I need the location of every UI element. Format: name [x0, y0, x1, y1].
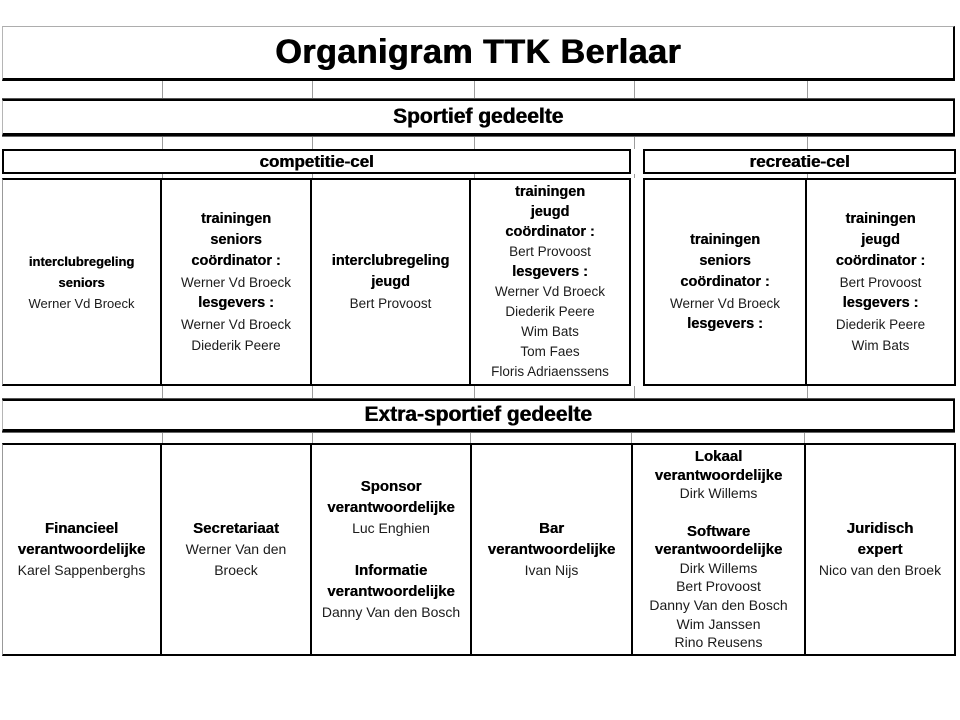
section-extra-sportief-header: [2, 399, 955, 432]
grid-strip: [2, 81, 955, 99]
cell-name-line: Werner Vd Broeck: [180, 316, 292, 332]
cell-heading-line: jeugd: [530, 204, 570, 220]
cell-heading-line: verantwoordelijke: [654, 541, 783, 559]
cell-name-line: Nico van den Broek: [818, 562, 942, 578]
grid-strip: [2, 432, 955, 443]
cell-name-line: Ivan Nijs: [524, 562, 579, 578]
cell-heading-line: seniors: [210, 231, 262, 248]
column-divider: [312, 386, 313, 398]
cell-heading-line: jeugd: [371, 273, 410, 290]
cell-name-line: Bert Provoost: [676, 578, 761, 595]
cell-lokaal-software-verantwoordelijke: [631, 443, 806, 656]
cell-heading-line: verantwoordelijke: [487, 541, 616, 558]
cell-heading-line: Financieel: [44, 520, 119, 537]
cell-heading-line: seniors: [699, 252, 751, 269]
cell-heading-line: Bar: [538, 520, 564, 537]
cell-heading-line: Software: [686, 522, 751, 540]
cell-heading-line: Lokaal: [694, 447, 743, 465]
cell-heading-line: lesgevers :: [842, 294, 919, 311]
cell-name-line: Luc Enghien: [352, 520, 430, 536]
column-divider: [162, 433, 163, 443]
cell-name-line: Werner Vd Broeck: [28, 295, 135, 311]
cell-bar-verantwoordelijke: [470, 443, 633, 656]
cell-heading-line: coördinator :: [191, 252, 281, 269]
cell-heading-line: Sponsor: [360, 478, 422, 495]
cell-heading-line: Juridisch expert: [846, 520, 944, 558]
column-divider: [474, 137, 475, 149]
cell-secretariaat: [160, 443, 312, 656]
cell-heading-line: coördinator :: [505, 224, 595, 240]
section-sportief-header: [2, 99, 955, 136]
cell-name-line: Danny Van den Bosch: [321, 604, 461, 620]
cell-name-line: Bert Provoost: [839, 274, 922, 290]
cell-name-line: Wim Janssen: [676, 615, 761, 632]
cell-name-line: Wim Bats: [851, 337, 910, 353]
column-divider: [807, 386, 808, 398]
column-divider: [634, 137, 635, 149]
cell-heading-line: lesgevers :: [198, 294, 274, 311]
cell-interclub-seniors: [2, 178, 162, 386]
section-sportief-label: Sportief gedeelte: [392, 105, 564, 128]
cell-sponsor-informatie-verantwoordelijke: [310, 443, 472, 656]
column-divider: [634, 81, 635, 98]
cell-name-line: Wim Bats: [521, 324, 579, 339]
cell-heading-line: lesgevers :: [512, 264, 588, 280]
cell-name-line: [717, 503, 721, 522]
cell-heading-line: verantwoordelijke: [327, 499, 455, 516]
cell-heading-line: verantwoordelijke: [327, 583, 455, 600]
competitie-label: competitie-cel: [259, 151, 374, 171]
column-divider: [162, 386, 163, 398]
cell-name-line: Werner Vd Broeck: [180, 274, 292, 290]
column-divider: [474, 386, 475, 398]
cell-heading-line: trainingen: [689, 231, 761, 248]
column-divider: [631, 433, 632, 443]
cell-trainingen-jeugd-recreatie: [805, 178, 956, 386]
cell-trainingen-jeugd-competitie: [469, 178, 631, 386]
cell-heading-line: jeugd: [861, 231, 900, 248]
cell-name-line: Diederik Peere: [835, 316, 926, 332]
column-divider: [312, 137, 313, 149]
column-divider: [162, 81, 163, 98]
cell-name-line: Rino Reusens: [674, 634, 763, 651]
cell-name-line: Werner Van den: [185, 541, 287, 557]
cell-heading-line: Informatie: [354, 562, 428, 579]
recreatie-label: recreatie-cel: [749, 151, 850, 171]
column-divider: [162, 137, 163, 149]
cell-name-line: Dirk Willems: [679, 485, 758, 502]
cell-name-line: Bert Provoost: [509, 244, 591, 259]
subsection-competitie-header: [2, 149, 631, 174]
cell-name-line: Dirk Willems: [679, 559, 758, 576]
column-divider: [804, 433, 805, 443]
column-divider: [312, 433, 313, 443]
cell-heading-line: interclubregeling: [28, 253, 135, 269]
cell-heading-line: trainingen: [200, 210, 272, 227]
cell-heading-line: coördinator :: [835, 252, 926, 269]
slide-title-box: [2, 26, 955, 81]
cell-interclub-jeugd: [310, 178, 471, 386]
cell-name-line: Diederik Peere: [191, 337, 281, 353]
cell-trainingen-seniors-recreatie: [643, 178, 807, 386]
cell-name-line: Diederik Peere: [505, 304, 595, 319]
cell-name-line: Karel Sappenberghs: [17, 562, 146, 578]
cell-heading-line: trainingen: [845, 210, 916, 227]
cell-heading-line: trainingen: [514, 184, 586, 200]
column-divider: [634, 174, 635, 178]
subsection-recreatie-header: [643, 149, 956, 174]
cell-heading-line: verantwoordelijke: [654, 466, 783, 484]
cell-name-line: Danny Van den Bosch: [649, 597, 788, 614]
cell-heading-line: seniors: [58, 274, 105, 290]
column-divider: [470, 433, 471, 443]
cell-heading-line: Secretariaat: [193, 520, 279, 537]
cell-financieel-verantwoordelijke: [2, 443, 162, 656]
cell-name-line: [389, 539, 393, 560]
column-divider: [807, 137, 808, 149]
page-title: Organigram TTK Berlaar: [275, 33, 681, 71]
cell-name-line: Floris Adriaenssens: [491, 364, 609, 379]
cell-heading-line: interclubregeling: [331, 252, 450, 269]
column-divider: [634, 386, 635, 398]
column-divider: [474, 81, 475, 98]
cell-name-line: Broeck: [214, 562, 258, 578]
cell-name-line: Werner Vd Broeck: [669, 295, 781, 311]
column-divider: [807, 81, 808, 98]
cell-heading-line: lesgevers :: [687, 315, 763, 332]
grid-strip: [2, 136, 955, 149]
cell-juridisch-expert: [804, 443, 956, 656]
cell-name-line: Bert Provoost: [349, 295, 432, 311]
cell-heading-line: coördinator :: [680, 273, 770, 290]
column-divider: [312, 81, 313, 98]
cell-heading-line: verantwoordelijke: [17, 541, 146, 558]
cell-trainingen-seniors-competitie: [160, 178, 312, 386]
cell-name-line: Werner Vd Broeck: [494, 284, 606, 299]
section-extra-sportief-label: Extra-sportief gedeelte: [364, 403, 592, 426]
grid-strip: [2, 386, 955, 399]
cell-name-line: Tom Faes: [520, 344, 580, 359]
